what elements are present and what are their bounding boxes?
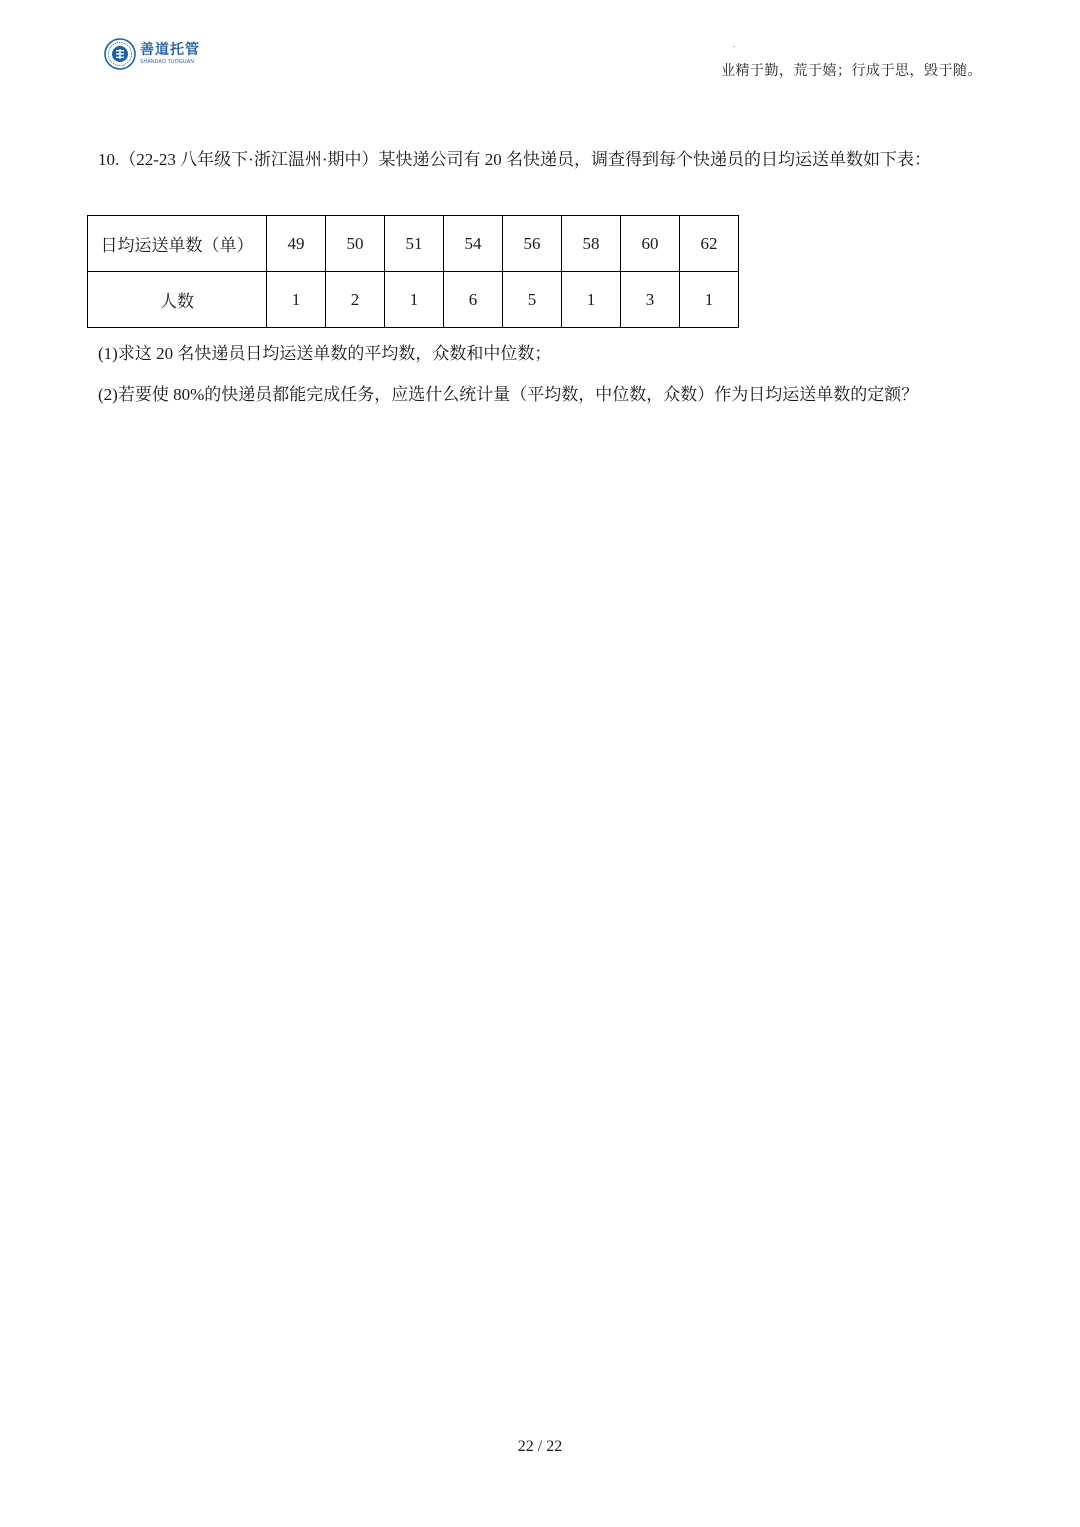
header-dot: . [733, 40, 735, 49]
table-row [88, 272, 739, 328]
table-cell: 5 [503, 272, 562, 328]
table-row-header: 人数 [88, 272, 267, 328]
logo-subtext: SHANDAO TUOGUAN [140, 59, 195, 65]
data-table [87, 215, 739, 328]
page-number: 22 / 22 [517, 1438, 563, 1455]
table-cell: 51 [385, 216, 444, 272]
table-row-header: 日均运送单数（单） [88, 216, 267, 272]
table-cell: 2 [326, 272, 385, 328]
brand-logo [104, 37, 224, 71]
table-cell: 3 [621, 272, 680, 328]
logo-text: 善道托管 [140, 42, 200, 58]
logo-emblem-icon [104, 38, 136, 70]
table-cell: 54 [444, 216, 503, 272]
table-cell: 1 [385, 272, 444, 328]
table-cell: 58 [562, 216, 621, 272]
table-cell: 60 [621, 216, 680, 272]
table-cell: 56 [503, 216, 562, 272]
table-cell: 50 [326, 216, 385, 272]
table-cell: 1 [267, 272, 326, 328]
table-cell: 1 [562, 272, 621, 328]
question-text: 10.（22-23 八年级下·浙江温州·期中）某快递公司有 20 名快递员，调查得到每个快递员的日均运送单数如下表： [98, 150, 931, 169]
question-part-2: (2)若要使 80%的快递员都能完成任务，应选什么统计量（平均数，中位数，众数）作为日均运送单数的定额？ [98, 385, 919, 404]
table-cell: 1 [680, 272, 739, 328]
question-part-1: (1)求这 20 名快递员日均运送单数的平均数，众数和中位数； [98, 344, 552, 363]
header-motto: 业精于勤，荒于嬉；行成于思，毁于随。 [721, 63, 982, 79]
table-cell: 6 [444, 272, 503, 328]
table-cell: 49 [267, 216, 326, 272]
table-row [88, 216, 739, 272]
table-cell: 62 [680, 216, 739, 272]
